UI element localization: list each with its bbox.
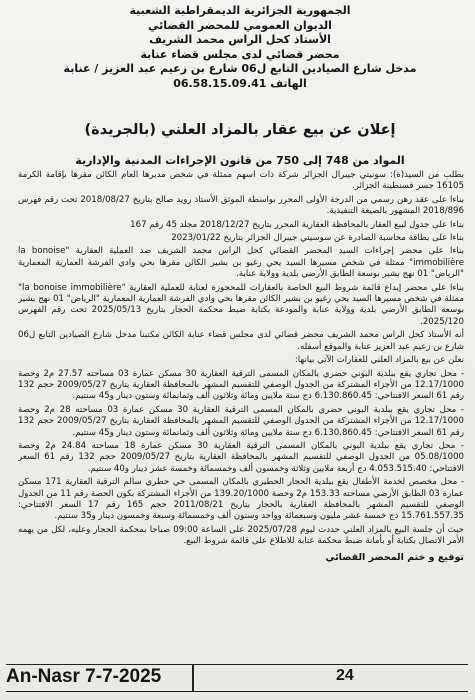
notice-title: إعلان عن بيع عقار بالمزاد العلني (بالجريدة) [84, 122, 396, 138]
paragraph: حيث أن جلسة البيع بالمزاد العلني حددت ليوم 2025/07/28 على الساعة 09:00 صباحا بمحكمة الحجار وعليه، لكل من يهمه الأمر الاتصال بكتابة أو بأمانة ضبط محكمة عنابة للاطلاع على قائمة شروط البيع. [18, 524, 464, 547]
notice-body [18, 170, 464, 654]
publication-date: An-Nasr 7-7-2025 [6, 666, 162, 687]
address-line: مدخل شارع الصيادين التابع ل06 شارع بن زعيم عبد العزيز / عنابة [63, 62, 417, 75]
page-footer [6, 664, 468, 692]
paragraph: بناءا على محضر إجراءات السيد المحضر القضائي كحل الراس محمد الشريف ضد العملية العقارية "la bonoise immobilière" ممثلة في شخص مسيرها السيد يحي رغيو بن بشير الكائن مقرها بحي وادي الفرشة العمارية المعمارية "الرياض" 01 نهج بشير بوسعة الطابق الأرضي بلدية وولاية عنابة. [18, 246, 464, 280]
phone-line: الهاتف 06.58.15.09.41 [173, 76, 307, 90]
paragraph: بطلب من السيد(ة): سونيتي جيبرال الجزائر شركة ذات أسهم ممثلة في شخص مديرها العام الكائن مقرها بإقامة الكرمة 16105 جسر قسنطينة الجزائر. [18, 170, 464, 192]
paragraph: بناءا على عقد رهن رسمي من الدرجة الأولى المحرر بواسطة الموثق الأستاذ رويد صالح بتاريخ 2018/08/27 تحت رقم فهرس 2018/896 المشهور بالصيغة التنفيذية. [18, 194, 464, 217]
property-item: - محل تجاري يقع ببلدية البوني حضري بالمكان المسمى الترقية العقارية 30 مسكن عمارة 03 مساحته 28 م2 وحصة 12.17/1000 من الأجزاء المشتركة من الجدول الوصفي للتقسيم المشهر بالمحافظة العقارية بتاريخ 2009/05/27 حجم 132 رقم 61 السعر الافتتاحي: 6.130.860.45 دج ستة ملايين ومائة وثلاثون ألف وثمانمائة وستون دينار و45 سنتيم. [18, 404, 464, 438]
paragraph: نعلن عن بيع بالمزاد العلني للعقارات الآتي بيانها: [294, 355, 464, 366]
property-item: - محل مخصص لخدمة الأطفال يقع ببلدية الحجار الحطيري بالمكان المسمى حي حطري سالم الترقية العقارية 171 مسكن عمارة 03 الطابق الأرضي مساحته 153.33 م2 وحصة 139.20/1000 من الأجزاء المشتركة بكون الحصة رقم 11 من الجدول الوصفي للتقسيم المشهر بالمحافظة العقارية بالحجار بتاريخ 2011/08/21 حجم 165 رقم 17 السعر الافتتاحي: 15.761.557.35 دج خمسة عشر مليون وسبعمائة وواحد وستون ألف وخمسمائة وسبعة وخمسون دينار و35 سنتيم. [18, 477, 464, 522]
property-item: - محل تجاري يقع ببلدية البوني بالمكان المسمى الترقية العقارية 30 مسكن عمارة 18 مساحته 24.84 م2 وحصة 05.08/1000 من الجدول الوصفي للتقسيم المشهر بالمحافظة العقارية بتاريخ 2009/05/27 حجم 132 رقم 61 السعر الافتتاحي: 4.053.515.40 دج أربعة ملايين وثلاثة وخمسون ألف وخمسمائة وخمسة عشر دينار و40 سنتيم. [18, 440, 464, 474]
office-line: الديوان العمومي للمحضر القضائي [148, 18, 332, 32]
paragraph: بناءا على محضر إيداع قائمة شروط البيع الخاصة بالعقارات للمحجوزة لعنابة للعملية العقارية "la bonoise immobilière" ممثلة في شخص مسيرها السيد يحي رغيو بن بشير الكائن مقرها بحي وادي الفرشة العمارية المعمارية "الرياض" 01 نهج بشير بوسعة الطابق الأرضي بلدية وولاية عنابة والمودعة بكتابة ضبط محكمة الحجار بتاريخ 2025/05/13 تحت رقم الفهرس 2025/120. [18, 282, 464, 327]
bailiff-header [60, 4, 420, 91]
court-line: محضر قضائي لدى مجلس قضاء عنابة [140, 47, 340, 61]
republic-line: الجمهورية الجزائرية الديمقراطية الشعبية [129, 4, 351, 17]
property-item: - محل تجاري يقع ببلدية البوني حضري بالمكان المسمى الترقية العقارية 30 مسكن عمارة 03 مساحته 27.57 م2 وحصة 12.17/1000 من الأجزاء المشتركة من الجدول الوصفي للتقسيم المشهر بالمحافظة العقارية بتاريخ 2009/05/27 حجم 132 رقم 61 السعر الافتتاحي: 6.130.860.45 دج ستة ملايين ومائة وثلاثون ألف وثمانمائة وستون دينار و45 سنتيم. [18, 368, 464, 402]
page-number: 24 [336, 667, 354, 684]
paragraph: بناءا على بطاقة محاسبة الصادرة عن سوسيتي جيبرال الجزائر بتاريخ 2023/01/22 [171, 233, 464, 244]
footer-divider [192, 665, 194, 691]
paragraph: بناءا على جدول لبيع العقار بالمحافظة العقارية المحرر بتاريخ 2018/12/27 مجلد 45 رقم 167 [130, 219, 464, 230]
notice-subtitle: المواد من 748 إلى 750 من قانون الإجراءات المدنية والإدارية [75, 154, 405, 167]
bailiff-name: الأستاذ كحل الراس محمد الشريف [149, 33, 331, 46]
paragraph: أنه الأستاذ كحل الراس محمد الشريف محضر قضائي لدى مجلس قضاء عنابة الكائن مكتبنا مدخل شارع الصيادين التابع ل06 شارع بن زعيم عبد العزيز عنابة والموقع أسفله. [18, 330, 464, 352]
signature-line: توقيع و ختم المحضر القضائي [325, 551, 464, 563]
